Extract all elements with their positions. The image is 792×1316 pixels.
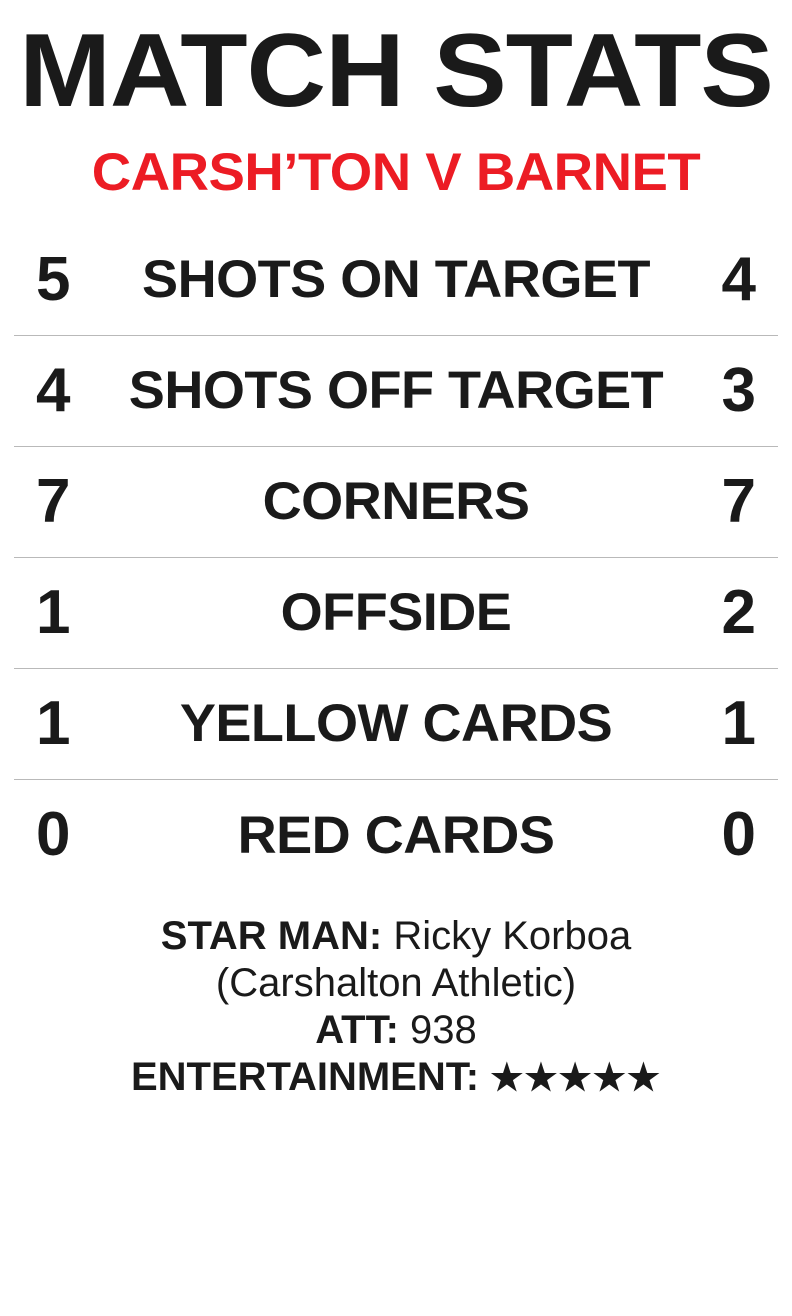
entertainment-rating-stars: ★★★★★	[490, 1057, 662, 1099]
table-row	[14, 225, 778, 336]
stat-label: OFFSIDE	[280, 583, 512, 643]
table-row	[14, 780, 778, 891]
stats-table	[14, 225, 778, 891]
home-value: 1	[36, 577, 71, 647]
star-man-label: STAR MAN:	[160, 913, 383, 958]
table-row	[14, 336, 778, 447]
table-row	[14, 447, 778, 558]
table-row	[14, 558, 778, 669]
attendance-label: ATT:	[315, 1008, 399, 1053]
star-man-club: (Carshalton Athletic)	[215, 960, 577, 1005]
away-value: 1	[721, 688, 756, 758]
away-value: 0	[721, 800, 756, 870]
stat-label: RED CARDS	[237, 805, 555, 865]
star-man-name: Ricky Korboa	[393, 913, 632, 958]
star-man-club-line	[14, 960, 778, 1007]
match-stats-panel	[0, 13, 792, 1316]
stat-label: YELLOW CARDS	[179, 694, 613, 754]
home-value: 1	[36, 688, 71, 758]
attendance-line	[14, 1007, 778, 1054]
away-value: 3	[721, 355, 756, 425]
away-value: 7	[721, 466, 756, 536]
attendance-value: 938	[410, 1008, 477, 1053]
stat-label: SHOTS ON TARGET	[142, 250, 650, 310]
star-man-line	[14, 913, 778, 960]
fixture-title: CARSH’TON V BARNET	[91, 142, 701, 202]
match-footer	[14, 913, 778, 1102]
stat-label: CORNERS	[262, 472, 530, 532]
table-row	[14, 669, 778, 780]
entertainment-line	[14, 1054, 778, 1101]
home-value: 7	[36, 466, 71, 536]
page-title: MATCH STATS	[19, 13, 773, 129]
entertainment-label: ENTERTAINMENT:	[130, 1055, 480, 1100]
home-value: 5	[36, 244, 71, 314]
away-value: 4	[721, 244, 756, 314]
home-value: 0	[36, 800, 71, 870]
away-value: 2	[721, 577, 756, 647]
home-value: 4	[36, 355, 71, 425]
stat-label: SHOTS OFF TARGET	[128, 361, 664, 421]
